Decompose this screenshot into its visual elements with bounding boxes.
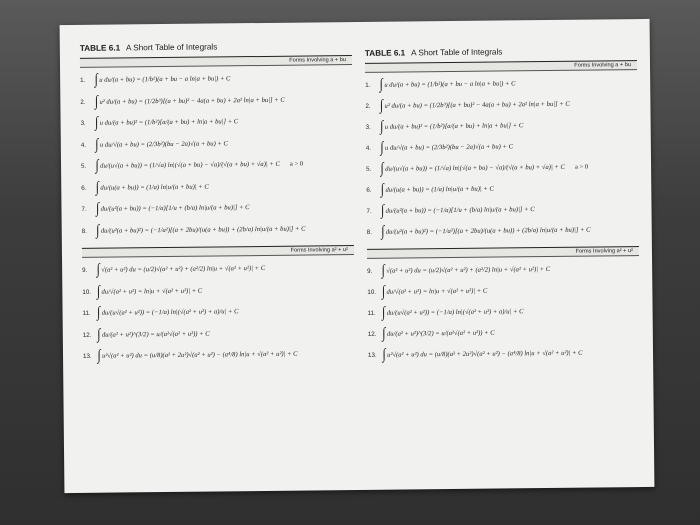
formula-row bbox=[83, 343, 355, 367]
integral-sign-icon: ∫ bbox=[96, 222, 100, 239]
formula-condition: a > 0 bbox=[289, 160, 304, 168]
formula-expression: du/(a² + u²)^(3/2) = u/(a²√(a² + u²)) + C bbox=[101, 330, 210, 339]
integral-table-right bbox=[365, 45, 640, 366]
formula-row bbox=[82, 257, 354, 281]
formula-expression: du/(u√(a + bu)) = (1/√a) ln|(√(a + bu) − √a)/(√(a + bu) + √a)| + C bbox=[385, 163, 565, 173]
formula-row bbox=[82, 300, 354, 324]
integral-sign-icon: ∫ bbox=[379, 76, 383, 93]
table-label: TABLE 6.1 bbox=[364, 48, 406, 58]
formula-row bbox=[82, 218, 354, 242]
formula-number: 1. bbox=[365, 81, 371, 89]
formula-expression: du/(u²(a + bu)) = (−1/a)[1/u + (b/a) ln|u/(a + bu)|] + C bbox=[100, 204, 250, 213]
formula-expression: du/(u√(a + bu)) = (1/√a) ln|(√(a + bu) − √a)/(√(a + bu) + √a)| + C bbox=[100, 161, 280, 170]
formula-expression: du/(u²(a + bu)) = (−1/a)[1/u + (b/a) ln|u/(a + bu)|] + C bbox=[385, 206, 535, 215]
integral-sign-icon: ∫ bbox=[380, 181, 385, 198]
formula-row bbox=[368, 342, 640, 366]
formula-row bbox=[80, 89, 352, 113]
integral-sign-icon: ∫ bbox=[95, 136, 99, 153]
formula-group-a-bu bbox=[80, 67, 354, 242]
formula-expression: du/(u(a + bu)) = (1/a) ln|u/(a + bu)| + C bbox=[385, 185, 494, 194]
formula-expression: du/(a² + u²)^(3/2) = u/(a²√(a² + u²)) + C bbox=[386, 329, 495, 338]
formula-row bbox=[367, 258, 639, 282]
formula-number: 7. bbox=[366, 207, 372, 215]
formula-expression: du/(u²(a + bu)²) = (−1/a²)[(a + 2bu)/(u(a + bu)) + (2b/a) ln|u/(a + bu)|] + C bbox=[100, 225, 306, 235]
formula-expression: u du/(a + bu)² = (1/b²)[a/(a + bu) + ln|a + bu|] + C bbox=[99, 118, 239, 127]
formula-expression: du/(u(a + bu)) = (1/a) ln|u/(a + bu)| + C bbox=[100, 183, 209, 192]
formula-row bbox=[80, 67, 352, 91]
integral-sign-icon: ∫ bbox=[96, 261, 100, 278]
formula-row bbox=[81, 132, 353, 156]
section-header-a2-u2: Forms Involving a² + u² bbox=[367, 246, 639, 259]
formula-expression: u du/(a + bu)² = (1/b²)[a/(a + bu) + ln|a + bu|] + C bbox=[384, 122, 524, 131]
formula-number: 6. bbox=[81, 184, 87, 192]
formula-row bbox=[366, 156, 638, 180]
formula-number: 11. bbox=[82, 310, 91, 318]
formula-group-a2-u2 bbox=[367, 258, 640, 366]
integral-sign-icon: ∫ bbox=[379, 97, 384, 114]
integral-sign-icon: ∫ bbox=[381, 283, 386, 300]
integral-table-left bbox=[80, 40, 355, 367]
formula-row bbox=[366, 198, 638, 222]
integral-sign-icon: ∫ bbox=[94, 71, 98, 88]
formula-number: 6. bbox=[366, 186, 372, 194]
formula-number: 3. bbox=[80, 120, 86, 128]
formula-row bbox=[365, 72, 637, 96]
formula-expression: u² du/(a + bu) = (1/2b³)[(a + bu)² − 4a(a + bu) + 2a² ln|a + bu|] + C bbox=[99, 96, 285, 106]
table-label: TABLE 6.1 bbox=[79, 43, 121, 53]
formula-number: 8. bbox=[366, 228, 372, 236]
formula-expression: √(a² + u²) du = (u/2)√(a² + u²) + (a²/2) ln|u + √(a² + u²)| + C bbox=[386, 265, 551, 275]
integral-sign-icon: ∫ bbox=[97, 326, 101, 343]
integral-sign-icon: ∫ bbox=[381, 304, 386, 321]
formula-expression: du/(u²(a + bu)²) = (−1/a²)[(a + 2bu)/(u(a + bu)) + (2b/a) ln|u/(a + bu)|] + C bbox=[385, 226, 591, 236]
integral-sign-icon: ∫ bbox=[380, 139, 384, 156]
formula-number: 3. bbox=[365, 123, 371, 131]
formula-expression: u du/(a + bu) = (1/b²)(a + bu − a ln|a + bu|) + C bbox=[99, 75, 231, 84]
formula-number: 4. bbox=[80, 141, 87, 149]
integral-sign-icon: ∫ bbox=[382, 346, 386, 363]
section-header-a-bu: Forms Involving a + bu bbox=[80, 55, 352, 68]
formula-expression: u du/√(a + bu) = (2/3b²)(bu − 2a)√(a + bu) + C bbox=[384, 143, 513, 152]
formula-expression: √(a² + u²) du = (u/2)√(a² + u²) + (a²/2) ln|u + √(a² + u²)| + C bbox=[101, 265, 266, 274]
formula-number: 8. bbox=[81, 227, 87, 235]
formula-row bbox=[367, 279, 639, 303]
formula-expression: du/(u√(a² + u²)) = (−1/a) ln|(√(a² + u²) + a)/u| + C bbox=[101, 308, 239, 317]
integral-sign-icon: ∫ bbox=[380, 202, 385, 219]
formula-expression: du/√(a² + u²) = ln|u + √(a² + u²)| + C bbox=[386, 287, 488, 296]
formula-number: 11. bbox=[367, 309, 376, 317]
table-title bbox=[365, 45, 637, 60]
formula-row bbox=[80, 110, 352, 134]
formula-number: 5. bbox=[81, 163, 87, 171]
formula-row bbox=[368, 321, 640, 345]
integral-sign-icon: ∫ bbox=[379, 118, 384, 135]
formula-expression: u du/√(a + bu) = (2/3b²)(bu − 2a)√(a + bu) + C bbox=[99, 140, 228, 149]
formula-expression: u²√(a² + u²) du = (u/8)(a² + 2u²)√(a² + u²) − (a⁴/8) ln|u + √(a² + u²)| + C bbox=[387, 349, 583, 359]
section-header-a-bu: Forms Involving a + bu bbox=[365, 60, 637, 73]
formula-expression: du/√(a² + u²) = ln|u + √(a² + u²)| + C bbox=[101, 287, 203, 296]
integral-sign-icon: ∫ bbox=[95, 179, 100, 196]
formula-expression: u² du/(a + bu) = (1/2b³)[(a + bu)² − 4a(a + bu) + 2a² ln|a + bu|] + C bbox=[384, 100, 570, 110]
formula-number: 10. bbox=[367, 288, 377, 296]
formula-row bbox=[82, 279, 354, 303]
integral-sign-icon: ∫ bbox=[95, 157, 99, 174]
formula-number: 2. bbox=[365, 102, 371, 110]
formula-number: 9. bbox=[82, 267, 88, 275]
table-title-text: A Short Table of Integrals bbox=[411, 47, 503, 58]
integral-sign-icon: ∫ bbox=[382, 325, 386, 342]
integral-sign-icon: ∫ bbox=[94, 114, 99, 131]
integral-sign-icon: ∫ bbox=[381, 223, 385, 240]
table-title bbox=[80, 40, 352, 55]
formula-number: 12. bbox=[82, 331, 92, 339]
formula-group-a2-u2 bbox=[82, 257, 355, 367]
integral-sign-icon: ∫ bbox=[96, 283, 101, 300]
formula-number: 10. bbox=[82, 288, 92, 296]
formula-row bbox=[366, 114, 638, 138]
formula-number: 12. bbox=[367, 330, 377, 338]
formula-row bbox=[83, 322, 355, 346]
formula-row bbox=[81, 175, 353, 199]
formula-row bbox=[367, 300, 639, 324]
formula-expression: u²√(a² + u²) du = (u/8)(a² + 2u²)√(a² + u²) − (a⁴/8) ln|u + √(a² + u²)| + C bbox=[102, 350, 298, 360]
integral-sign-icon: ∫ bbox=[97, 347, 101, 364]
formula-group-a-bu bbox=[365, 72, 639, 243]
formula-row bbox=[366, 177, 638, 201]
integral-sign-icon: ∫ bbox=[381, 262, 385, 279]
integral-sign-icon: ∫ bbox=[96, 304, 101, 321]
formula-condition: a > 0 bbox=[574, 163, 589, 171]
section-header-a2-u2: Forms Involving a² + u² bbox=[82, 245, 354, 258]
formula-number: 2. bbox=[80, 98, 86, 106]
formula-number: 9. bbox=[367, 267, 373, 275]
integral-sign-icon: ∫ bbox=[380, 160, 384, 177]
formula-row bbox=[367, 219, 639, 243]
formula-row bbox=[81, 153, 353, 177]
formula-row bbox=[366, 135, 638, 159]
integral-sign-icon: ∫ bbox=[94, 93, 99, 110]
formula-expression: u du/(a + bu) = (1/b²)(a + bu − a ln|a + bu|) + C bbox=[384, 80, 516, 89]
formula-number: 13. bbox=[83, 353, 92, 361]
formula-number: 5. bbox=[366, 165, 372, 173]
textbook-page bbox=[60, 19, 655, 493]
formula-expression: du/(u√(a² + u²)) = (−1/a) ln|(√(a² + u²) + a)/u| + C bbox=[386, 308, 524, 317]
formula-number: 1. bbox=[80, 77, 86, 85]
formula-number: 13. bbox=[368, 351, 377, 359]
formula-number: 4. bbox=[365, 144, 372, 152]
table-title-text: A Short Table of Integrals bbox=[125, 42, 218, 53]
integral-sign-icon: ∫ bbox=[95, 200, 100, 217]
formula-row bbox=[365, 93, 637, 117]
formula-number: 7. bbox=[81, 206, 87, 214]
formula-row bbox=[81, 196, 353, 220]
